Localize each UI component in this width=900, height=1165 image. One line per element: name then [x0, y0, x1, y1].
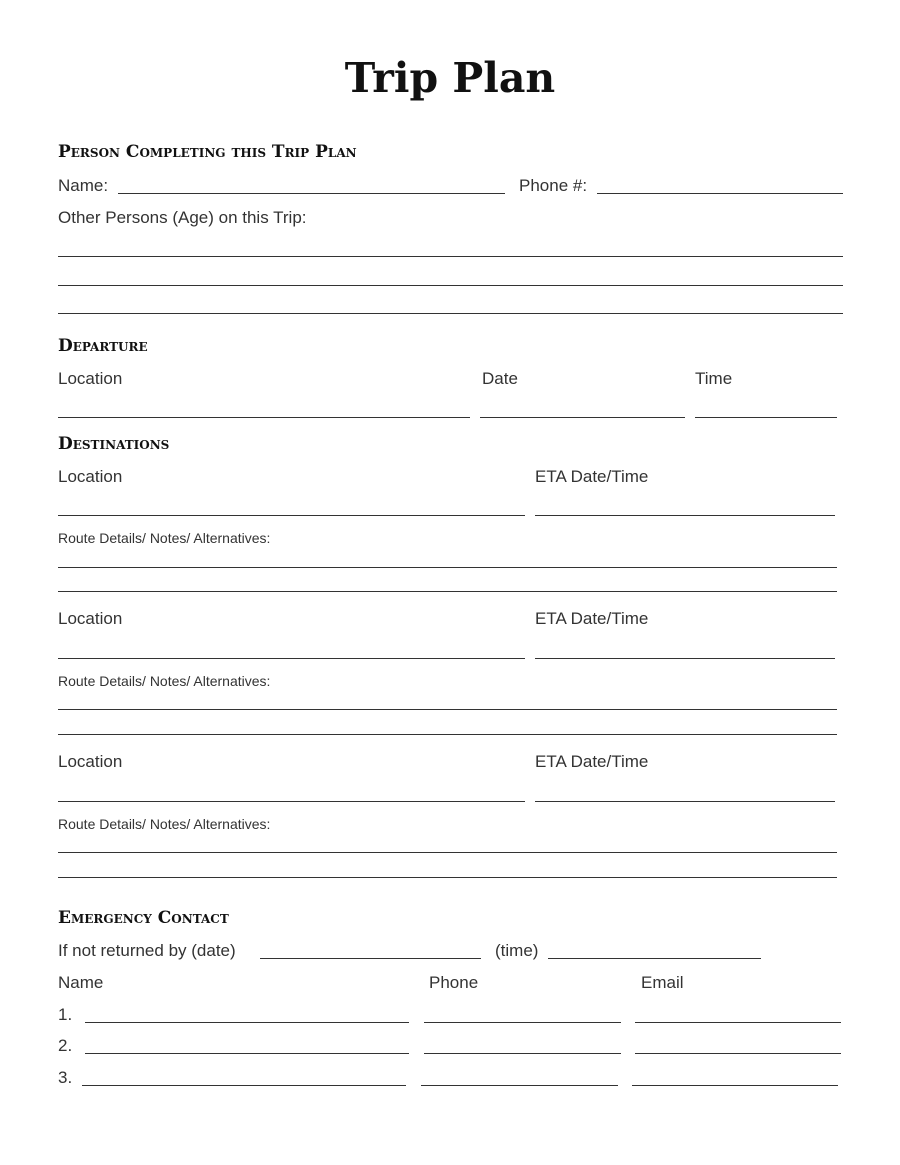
route-details-line[interactable] — [58, 591, 837, 592]
return-date-field[interactable] — [260, 958, 481, 959]
return-date-label: If not returned by (date) — [58, 941, 236, 960]
contact-name-field[interactable] — [85, 1053, 409, 1054]
destination-eta-field[interactable] — [535, 658, 835, 659]
name-field[interactable] — [118, 193, 505, 194]
other-persons-label: Other Persons (Age) on this Trip: — [58, 208, 307, 227]
destination-eta-label: ETA Date/Time — [535, 752, 649, 771]
departure-location-label: Location — [58, 369, 123, 388]
name-label: Name: — [58, 176, 109, 195]
phone-label: Phone #: — [519, 176, 588, 195]
destination-location-field[interactable] — [58, 515, 525, 516]
contact-email-field[interactable] — [635, 1053, 841, 1054]
departure-date-field[interactable] — [480, 417, 685, 418]
departure-date-label: Date — [482, 369, 518, 388]
destination-location-field[interactable] — [58, 658, 525, 659]
contact-phone-header: Phone — [429, 973, 479, 992]
person-section-heading: Person Completing this Trip Plan — [58, 142, 357, 162]
destination-location-field[interactable] — [58, 801, 525, 802]
contact-email-header: Email — [641, 973, 684, 992]
destination-location-label: Location — [58, 752, 123, 771]
contact-phone-field[interactable] — [424, 1053, 621, 1054]
route-details-label: Route Details/ Notes/ Alternatives: — [58, 816, 271, 832]
emergency-contact-heading: Emergency Contact — [58, 908, 229, 928]
route-details-line[interactable] — [58, 709, 837, 710]
contact-name-field[interactable] — [82, 1085, 406, 1086]
destination-location-label: Location — [58, 467, 123, 486]
destination-location-label: Location — [58, 609, 123, 628]
contact-phone-field[interactable] — [424, 1022, 621, 1023]
contact-email-field[interactable] — [635, 1022, 841, 1023]
departure-time-label: Time — [695, 369, 733, 388]
contact-name-field[interactable] — [85, 1022, 409, 1023]
destination-eta-field[interactable] — [535, 515, 835, 516]
contact-row-number: 3. — [58, 1068, 73, 1087]
contact-email-field[interactable] — [632, 1085, 838, 1086]
contact-name-header: Name — [58, 973, 104, 992]
return-time-label: (time) — [495, 941, 539, 960]
route-details-line[interactable] — [58, 877, 837, 878]
route-details-line[interactable] — [58, 567, 837, 568]
contact-row-number: 1. — [58, 1005, 73, 1024]
destinations-heading: Destinations — [58, 434, 170, 454]
contact-row-number: 2. — [58, 1036, 73, 1055]
return-time-field[interactable] — [548, 958, 761, 959]
route-details-line[interactable] — [58, 734, 837, 735]
route-details-label: Route Details/ Notes/ Alternatives: — [58, 530, 271, 546]
destination-eta-label: ETA Date/Time — [535, 609, 649, 628]
other-persons-line-2[interactable] — [58, 285, 843, 286]
other-persons-line-1[interactable] — [58, 256, 843, 257]
departure-location-field[interactable] — [58, 417, 470, 418]
destination-eta-label: ETA Date/Time — [535, 467, 649, 486]
destination-eta-field[interactable] — [535, 801, 835, 802]
other-persons-line-3[interactable] — [58, 313, 843, 314]
phone-field[interactable] — [597, 193, 843, 194]
departure-heading: Departure — [58, 336, 148, 356]
page-title: Trip Plan — [344, 54, 556, 102]
contact-phone-field[interactable] — [421, 1085, 618, 1086]
departure-time-field[interactable] — [695, 417, 837, 418]
route-details-label: Route Details/ Notes/ Alternatives: — [58, 673, 271, 689]
route-details-line[interactable] — [58, 852, 837, 853]
